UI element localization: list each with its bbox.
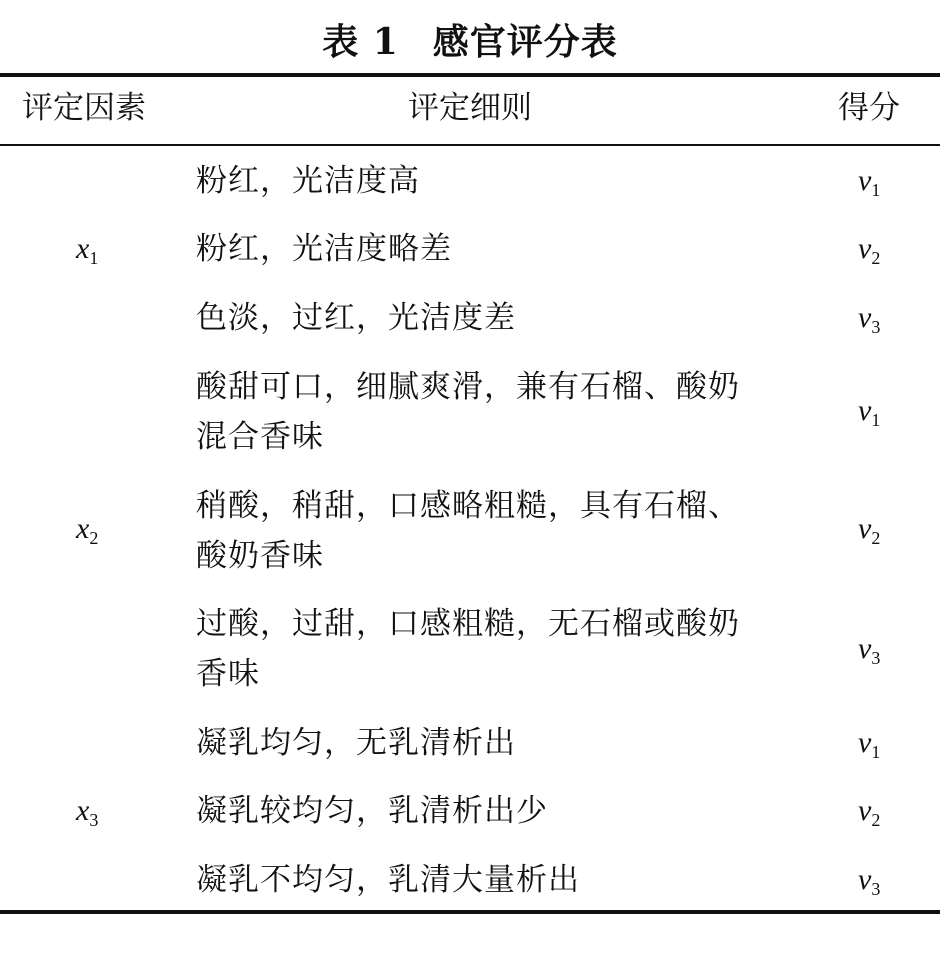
rule-row-3: 色淡，过红，光洁度差 — [196, 300, 516, 336]
factor-x3: $x_3$ — [76, 794, 99, 830]
rule-row-8: 凝乳较均匀，乳清析出少 — [196, 793, 548, 829]
rule-row-7: 凝乳均匀，无乳清析出 — [196, 725, 516, 761]
rule-row-6: 过酸，过甜，口感粗糙，无石榴或酸奶 香味 — [196, 606, 740, 692]
score-row-2: $v_2$ — [858, 232, 881, 268]
score-row-5: $v_2$ — [858, 512, 881, 548]
score-row-4: $v_1$ — [858, 394, 881, 430]
table-number: 表 1 — [322, 21, 399, 63]
top-rule — [0, 73, 940, 77]
header-score: 得分 — [838, 90, 900, 126]
rule-row-4: 酸甜可口，细腻爽滑，兼有石榴、酸奶 混合香味 — [196, 369, 740, 455]
header-rule-line — [0, 144, 940, 146]
table-title-text: 感官评分表 — [432, 21, 618, 63]
rule-row-2: 粉红，光洁度略差 — [196, 231, 452, 267]
score-row-6: $v_3$ — [858, 632, 881, 668]
rule-row-5: 稍酸，稍甜，口感略粗糙，具有石榴、 酸奶香味 — [196, 488, 740, 574]
factor-x1: $x_1$ — [76, 232, 99, 268]
score-row-1: $v_1$ — [858, 164, 881, 200]
header-factor: 评定因素 — [22, 90, 146, 126]
factor-x2: $x_2$ — [76, 512, 99, 548]
score-row-3: $v_3$ — [858, 301, 881, 337]
score-row-9: $v_3$ — [858, 863, 881, 899]
score-row-7: $v_1$ — [858, 726, 881, 762]
score-row-8: $v_2$ — [858, 794, 881, 830]
rule-row-9: 凝乳不均匀，乳清大量析出 — [196, 862, 580, 898]
bottom-rule — [0, 910, 940, 914]
header-rule: 评定细则 — [408, 90, 532, 126]
rule-row-1: 粉红，光洁度高 — [196, 163, 420, 199]
table-title — [0, 14, 940, 65]
